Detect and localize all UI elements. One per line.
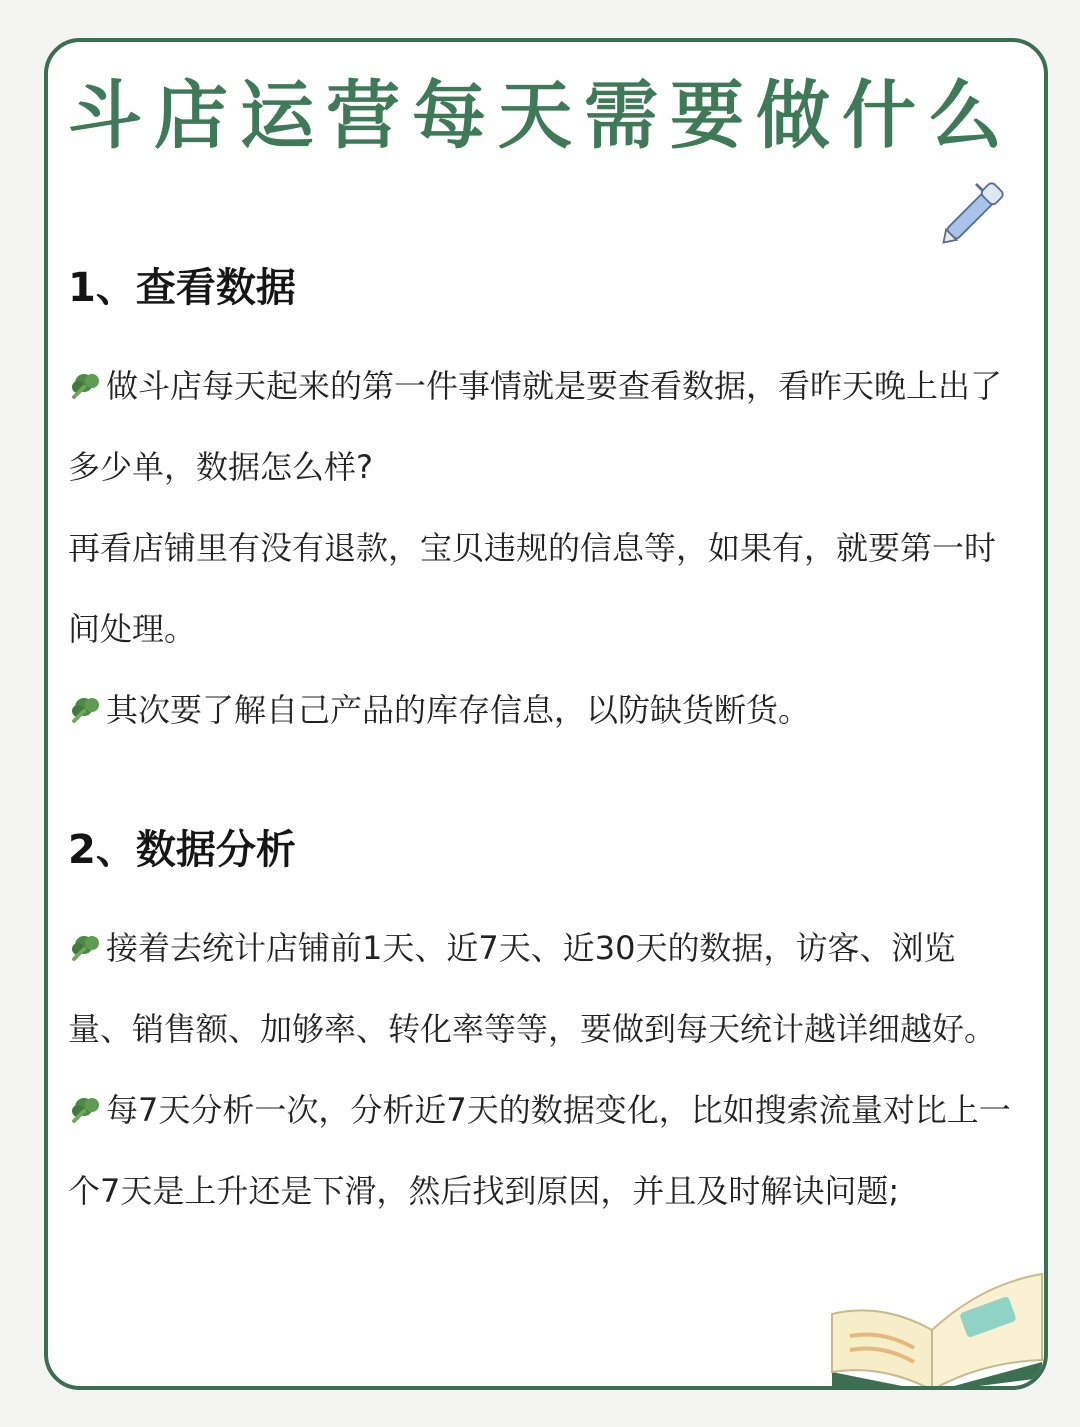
paragraph-text: 做斗店每天起来的第一件事情就是要查看数据，看昨天晚上出了多少单，数据怎么样?	[68, 367, 1003, 486]
broccoli-leaf-icon	[68, 1095, 104, 1125]
paragraph	[68, 670, 1014, 751]
broccoli-leaf-icon	[68, 371, 104, 401]
open-book-icon	[822, 1252, 1048, 1390]
paragraph-text: 接着去统计店铺前1天、近7天、近30天的数据，访客、浏览量、销售额、加够率、转化率等等，要做到每天统计越详细越好。	[68, 929, 997, 1048]
paragraph-text: 其次要了解自己产品的库存信息，以防缺货断货。	[106, 691, 811, 729]
paragraph	[68, 508, 1014, 670]
section-data-analysis	[68, 826, 1014, 1232]
paragraph	[68, 346, 1014, 508]
paragraph	[68, 1070, 1014, 1232]
section-check-data	[68, 264, 1014, 751]
paragraph-text: 每7天分析一次，分析近7天的数据变化，比如搜索流量对比上一个7天是上升还是下滑，然后找到原因，并且及时解诀问题;	[68, 1091, 1011, 1210]
content-card	[44, 38, 1048, 1390]
paragraph	[68, 908, 1014, 1070]
section-heading: 1、查看数据	[68, 265, 296, 311]
broccoli-leaf-icon	[68, 695, 104, 725]
paragraph-text: 再看店铺里有没有退款，宝贝违规的信息等，如果有，就要第一时间处理。	[68, 529, 997, 648]
broccoli-leaf-icon	[68, 933, 104, 963]
section-heading: 2、数据分析	[68, 827, 296, 873]
pen-icon	[930, 164, 1022, 256]
page-title: 斗店运营每天需要做什么	[68, 73, 1014, 159]
